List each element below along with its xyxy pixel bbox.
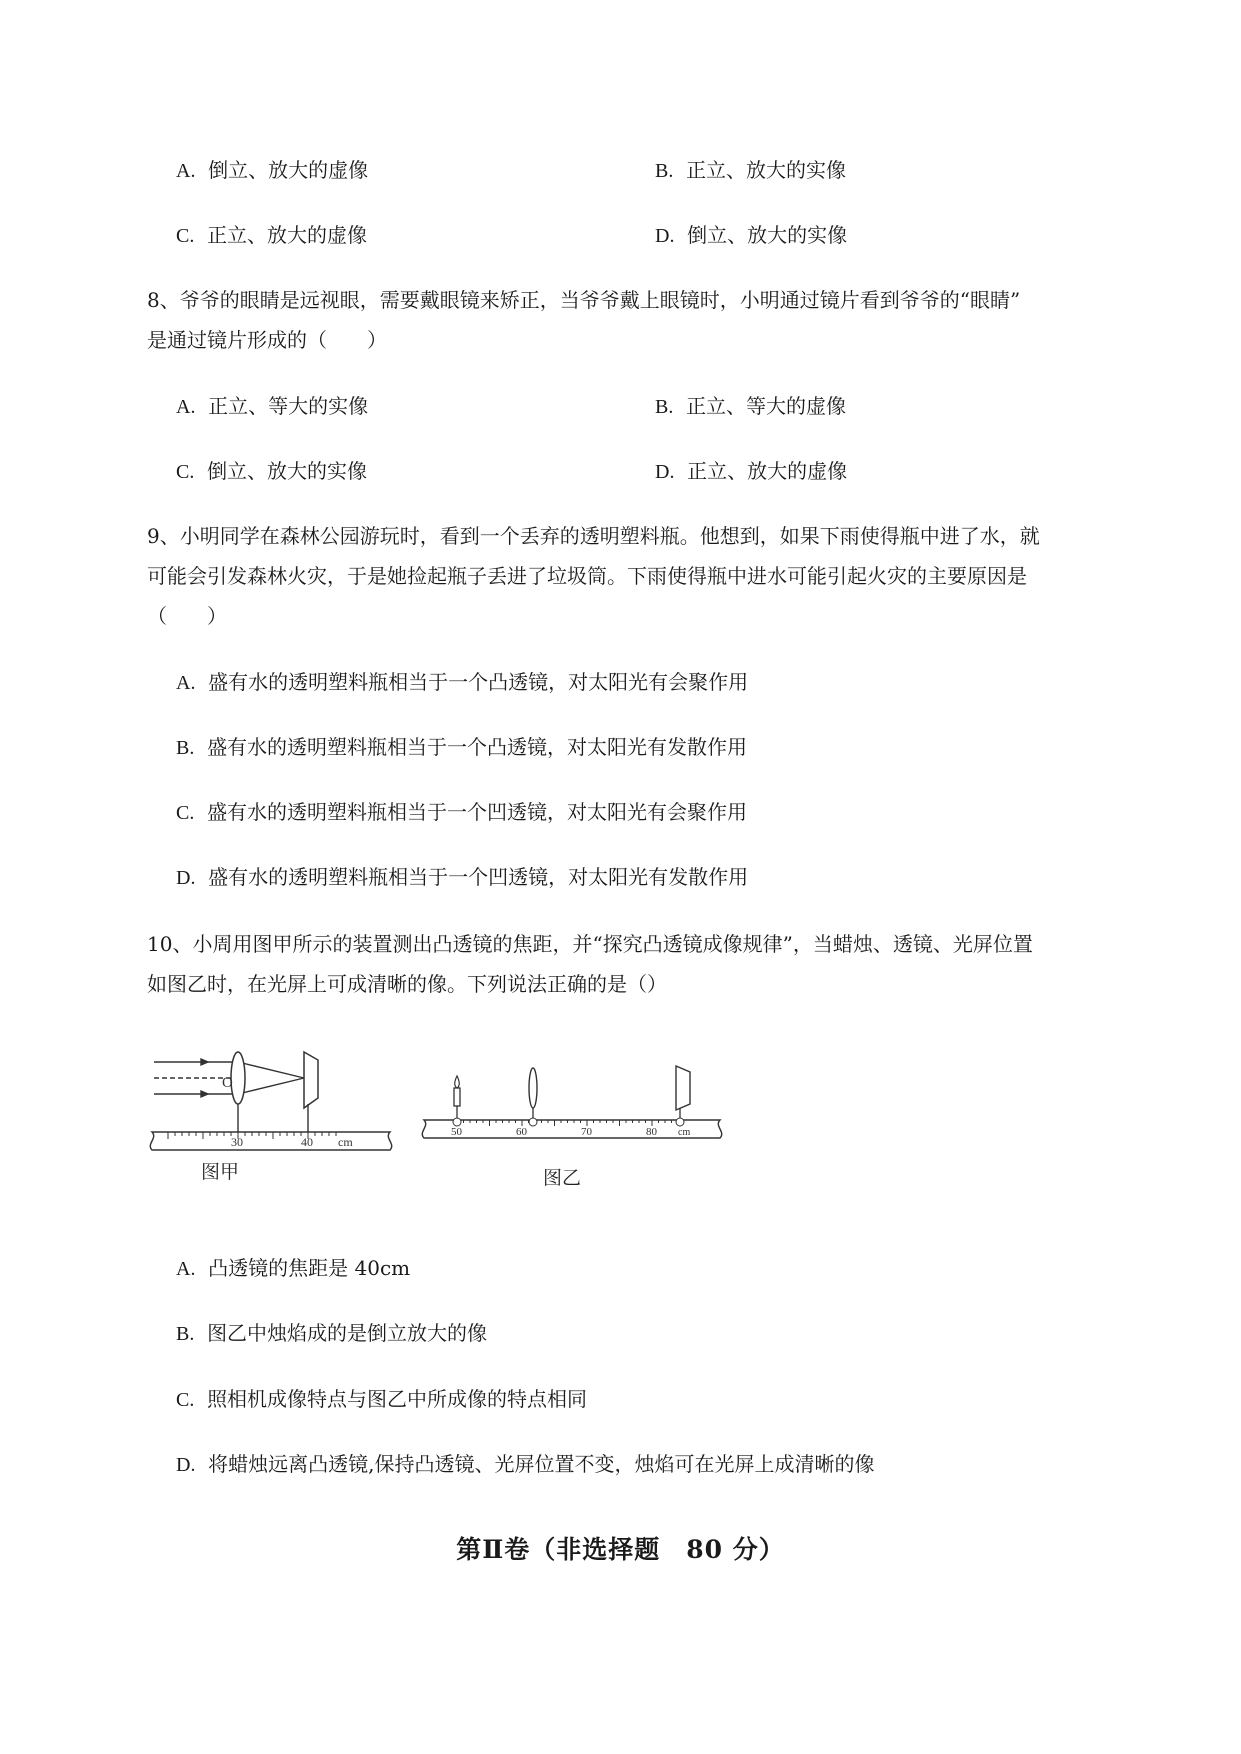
figure-jia	[146, 1040, 396, 1185]
q7-option-b: B. 正立、放大的实像	[655, 158, 847, 182]
tick-label-cm: cm	[338, 1135, 353, 1149]
light-screen	[304, 1052, 318, 1108]
q8-option-c: C. 倒立、放大的实像	[176, 459, 368, 483]
q7-option-a: A. 倒立、放大的虚像	[176, 158, 369, 182]
candle	[454, 1076, 460, 1120]
q8-stem-line1: 8、爷爷的眼睛是远视眼，需要戴眼镜来矫正，当爷爷戴上眼镜时，小明通过镜片看到爷爷的“眼睛”	[147, 288, 1021, 312]
convex-lens	[231, 1052, 245, 1104]
tick-label-cm: cm	[678, 1127, 691, 1138]
q9-option-d: D. 盛有水的透明塑料瓶相当于一个凹透镜，对太阳光有发散作用	[176, 865, 749, 889]
tick-label-70: 70	[581, 1126, 592, 1138]
tick-label-40: 40	[301, 1135, 313, 1149]
q9-option-a: A. 盛有水的透明塑料瓶相当于一个凸透镜，对太阳光有会聚作用	[176, 670, 749, 694]
light-screen	[676, 1066, 690, 1110]
q9-stem-line1: 9、小明同学在森林公园游玩时，看到一个丢弃的透明塑料瓶。他想到，如果下雨使得瓶中进了水，就	[147, 524, 1040, 548]
optical-bench-ruler	[422, 1118, 721, 1138]
tick-label-30: 30	[231, 1135, 243, 1149]
q8-option-b: B. 正立、等大的虚像	[655, 394, 847, 418]
tick-label-60: 60	[516, 1126, 527, 1138]
lens-center-label: O	[222, 1075, 233, 1091]
q10-option-a: A. 凸透镜的焦距是 40cm	[176, 1256, 411, 1280]
q10-option-d: D. 将蜡烛远离凸透镜,保持凸透镜、光屏位置不变，烛焰可在光屏上成清晰的像	[176, 1452, 875, 1476]
q9-stem-line2: 可能会引发森林火灾，于是她捡起瓶子丢进了垃圾筒。下雨使得瓶中进水可能引起火灾的主要原因是	[147, 564, 1027, 588]
q9-stem-line3: （ ）	[147, 604, 227, 628]
q8-option-d: D. 正立、放大的虚像	[655, 459, 848, 483]
figure-jia-caption: 图甲	[201, 1161, 240, 1183]
figure-yi-caption: 图乙	[543, 1167, 582, 1189]
q10-option-b: B. 图乙中烛焰成的是倒立放大的像	[176, 1321, 488, 1345]
q9-option-c: C. 盛有水的透明塑料瓶相当于一个凹透镜，对太阳光有会聚作用	[176, 800, 748, 824]
optical-bench-ruler	[150, 1132, 391, 1150]
q7-option-d: D. 倒立、放大的实像	[655, 223, 848, 247]
q8-stem-line2: 是通过镜片形成的（ ）	[147, 328, 387, 352]
q7-option-c: C. 正立、放大的虚像	[176, 223, 368, 247]
figure-yi	[418, 1058, 728, 1200]
convex-lens	[529, 1068, 537, 1108]
tick-label-50: 50	[451, 1126, 462, 1138]
section-title: 第Ⅱ卷（非选择题 80 分）	[456, 1535, 785, 1564]
q10-option-c: C. 照相机成像特点与图乙中所成像的特点相同	[176, 1387, 588, 1411]
q8-option-a: A. 正立、等大的实像	[176, 394, 369, 418]
q10-stem-line1: 10、小周用图甲所示的装置测出凸透镜的焦距，并“探究凸透镜成像规律”，当蜡烛、透镜、光屏位置	[147, 932, 1033, 956]
tick-label-80: 80	[646, 1126, 657, 1138]
q9-option-b: B. 盛有水的透明塑料瓶相当于一个凸透镜，对太阳光有发散作用	[176, 735, 748, 759]
q10-stem-line2: 如图乙时，在光屏上可成清晰的像。下列说法正确的是（）	[147, 972, 667, 996]
